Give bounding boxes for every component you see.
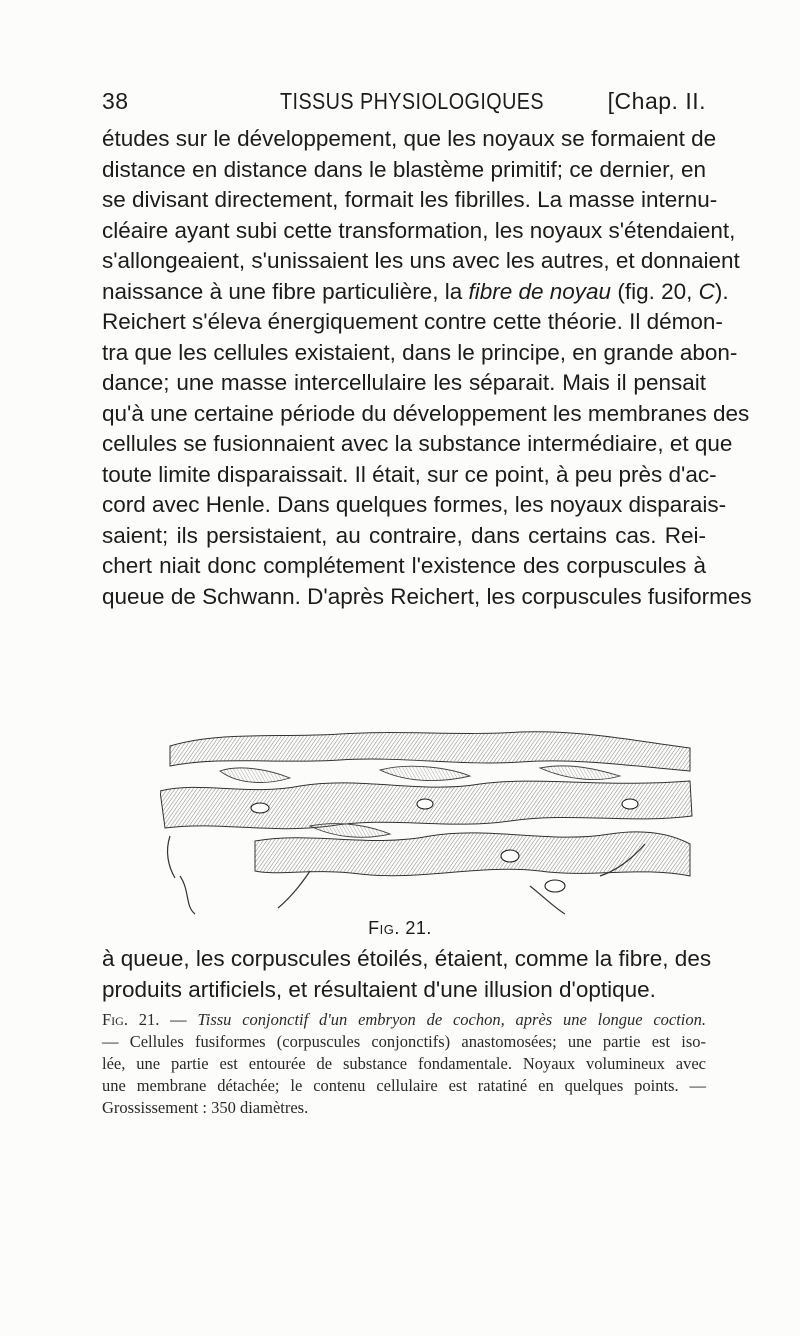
term-fibre-de-noyau: fibre de noyau (468, 278, 612, 304)
spindle-cell (540, 766, 620, 780)
caption-dash: — (159, 1010, 198, 1029)
figure-ref-letter: C (698, 278, 715, 304)
cell-process (180, 876, 195, 914)
text-line: queue de Schwann. D'après Reichert, les corpuscules fusiformes (102, 583, 752, 609)
text-segment: (fig. 20, (611, 278, 699, 304)
text-line: à queue, les corpuscules étoilés, étaient, comme la fibre, des (102, 946, 712, 971)
cell-nucleus (545, 880, 565, 892)
caption-line: une membrane détachée; le contenu cellulaire est ratatiné en quelques points. — (102, 1076, 706, 1095)
connective-tissue-illustration (160, 726, 700, 916)
running-header (102, 88, 706, 122)
text-line: toute limite disparaissait. Il était, sur ce point, à peu près d'ac- (102, 461, 717, 487)
caption-line: lée, une partie est entourée de substance fondamentale. Noyaux volumineux avec (102, 1054, 706, 1073)
text-after-figure (102, 944, 712, 1005)
chapter-label: [Chap. II. (607, 88, 706, 114)
caption-fig-ref: Fig. 21. (102, 1010, 160, 1029)
text-segment: ). (714, 278, 729, 304)
spindle-cell (220, 768, 290, 783)
text-line-fibre-de-noyau (102, 277, 729, 308)
main-text (102, 124, 752, 612)
text-line: tra que les cellules existaient, dans le principe, en grande abon- (102, 339, 738, 365)
cell-process (278, 871, 310, 908)
caption-line (102, 1009, 706, 1031)
cell-process (168, 836, 175, 878)
tissue-band-top (170, 732, 690, 771)
text-line: cellules se fusionnaient avec la substance intermédiaire, et que (102, 431, 733, 456)
text-segment: naissance à une fibre particulière, la (102, 278, 469, 304)
text-line: distance en distance dans le blastème primitif; ce dernier, en (102, 156, 706, 182)
text-line: études sur le développement, que les noyaux se formaient de (102, 126, 717, 151)
cell-nucleus (417, 799, 433, 809)
page-number: 38 (102, 88, 129, 114)
tissue-band-lower (255, 832, 690, 876)
text-line: s'allongeaient, s'unissaient les uns avec les autres, et donnaient (102, 248, 740, 273)
cell-nucleus (622, 799, 638, 809)
text-line: dance; une masse intercellulaire les séparait. Mais il pensait (102, 370, 706, 395)
spindle-cell (380, 766, 470, 780)
text-line: saient; ils persistaient, au contraire, dans certains cas. Rei- (102, 522, 706, 548)
cell-nucleus (251, 803, 269, 813)
text-line: produits artificiels, et résultaient d'une illusion d'optique. (102, 976, 656, 1002)
running-title: TISSUS PHYSIOLOGIQUES (280, 88, 545, 114)
caption-line: — Cellules fusiformes (corpuscules conjonctifs) anastomosées; une partie est iso- (102, 1032, 706, 1051)
spindle-cell (310, 824, 390, 838)
text-line: chert niait donc complétement l'existence des corpuscules à (102, 553, 706, 578)
text-line: cléaire ayant subi cette transformation, les noyaux s'étendaient, (102, 217, 736, 243)
figure-label: Fig. 21. (368, 918, 432, 938)
text-line: qu'à une certaine période du développement les membranes des (102, 400, 750, 426)
text-line: se divisant directement, formait les fibrilles. La masse internu- (102, 187, 718, 212)
caption-line: Grossissement : 350 diamètres. (102, 1098, 309, 1117)
caption-title: Tissu conjonctif d'un embryon de cochon, après une longue coction. (197, 1010, 707, 1029)
text-line: Reichert s'éleva énergiquement contre cette théorie. Il démon- (102, 309, 723, 334)
figure-caption (102, 1009, 706, 1119)
cell-nucleus (501, 850, 519, 862)
text-line: cord avec Henle. Dans quelques formes, les noyaux disparais- (102, 492, 727, 517)
